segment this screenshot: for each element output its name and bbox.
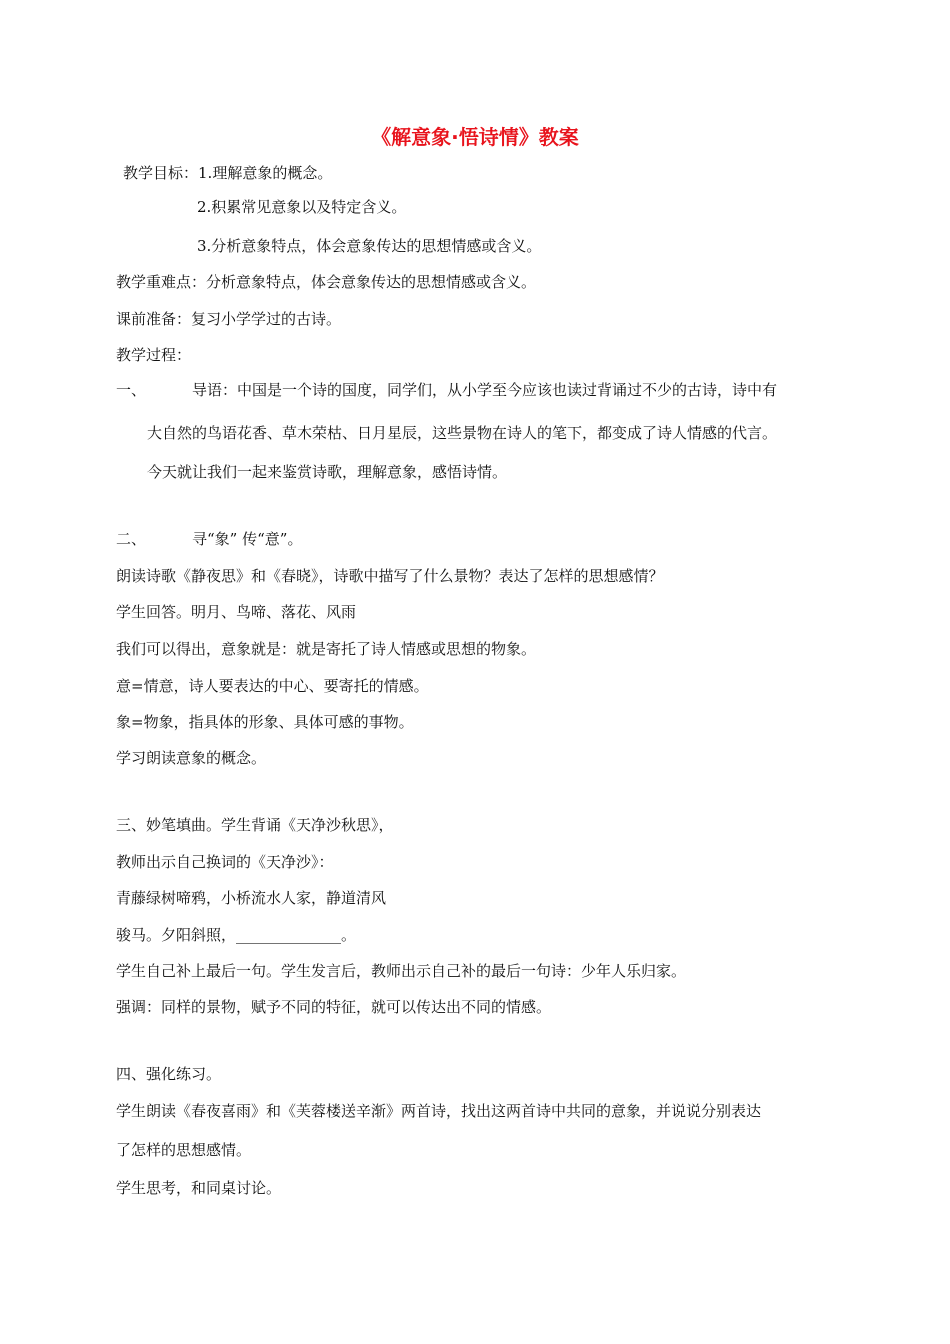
section-1-number: 一、 bbox=[116, 381, 147, 399]
section-3-paragraph: 学生自己补上最后一句。学生发言后，教师出示自己补的最后一句诗：少年人乐归家。 bbox=[116, 962, 687, 980]
section-2-number: 二、 bbox=[116, 530, 147, 548]
objectives-label: 教学目标： bbox=[123, 164, 199, 182]
objective-1: 1.理解意象的概念。 bbox=[198, 164, 333, 182]
preparation: 课前准备：复习小学学过的古诗。 bbox=[116, 310, 342, 328]
section-4-paragraph: 学生思考，和同桌讨论。 bbox=[116, 1179, 282, 1197]
section-2-paragraph: 象=物象，指具体的形象、具体可感的事物。 bbox=[116, 713, 414, 731]
section-4-paragraph: 了怎样的思想感情。 bbox=[116, 1141, 252, 1159]
section-1-line-3: 今天就让我们一起来鉴赏诗歌，理解意象，感悟诗情。 bbox=[147, 463, 508, 481]
section-3-paragraph: 教师出示自己换词的《天净沙》： bbox=[116, 853, 334, 871]
section-1-line-1 bbox=[116, 380, 777, 400]
section-1-intro: 导语：中国是一个诗的国度，同学们，从小学至今应该也读过背诵过不少的古诗，诗中有 bbox=[192, 381, 778, 399]
objective-2: 2.积累常见意象以及特定含义。 bbox=[197, 198, 407, 216]
section-2-paragraph: 朗读诗歌《静夜思》和《春晓》，诗歌中描写了什么景物？表达了怎样的思想感情？ bbox=[116, 567, 664, 585]
key-points: 教学重难点：分析意象特点，体会意象传达的思想情感或含义。 bbox=[116, 273, 537, 291]
section-2-heading bbox=[116, 529, 302, 549]
section-2-paragraph: 我们可以得出，意象就是：就是寄托了诗人情感或思想的物象。 bbox=[116, 640, 537, 658]
section-4-heading: 四、强化练习。 bbox=[116, 1065, 222, 1083]
section-3-paragraph: 强调：同样的景物，赋予不同的特征，就可以传达出不同的情感。 bbox=[116, 998, 552, 1016]
objective-3: 3.分析意象特点，体会意象传达的思想情感或含义。 bbox=[197, 237, 542, 255]
section-2-title: 寻“象” 传“意”。 bbox=[192, 530, 303, 548]
objectives-line bbox=[123, 163, 332, 183]
section-3-heading: 三、妙笔填曲。学生背诵《天净沙秋思》， bbox=[116, 816, 394, 834]
section-4-paragraph: 学生朗读《春夜喜雨》和《芙蓉楼送辛渐》两首诗，找出这两首诗中共同的意象，并说说分别表达 bbox=[116, 1102, 762, 1120]
document-title: 《解意象·悟诗情》教案 bbox=[371, 125, 579, 149]
section-2-paragraph: 学习朗读意象的概念。 bbox=[116, 749, 267, 767]
section-2-paragraph: 学生回答。明月、鸟啼、落花、风雨 bbox=[116, 603, 357, 621]
section-1-line-2: 大自然的鸟语花香、草木荣枯、日月星辰，这些景物在诗人的笔下，都变成了诗人情感的代言。 bbox=[147, 424, 778, 442]
section-2-paragraph: 意=情意，诗人要表达的中心、要寄托的情感。 bbox=[116, 677, 429, 695]
section-3-paragraph: 骏马。夕阳斜照，______________。 bbox=[116, 926, 357, 944]
section-3-paragraph: 青藤绿树啼鸦，小桥流水人家，静道清风 bbox=[116, 889, 387, 907]
process-label: 教学过程： bbox=[116, 346, 192, 364]
